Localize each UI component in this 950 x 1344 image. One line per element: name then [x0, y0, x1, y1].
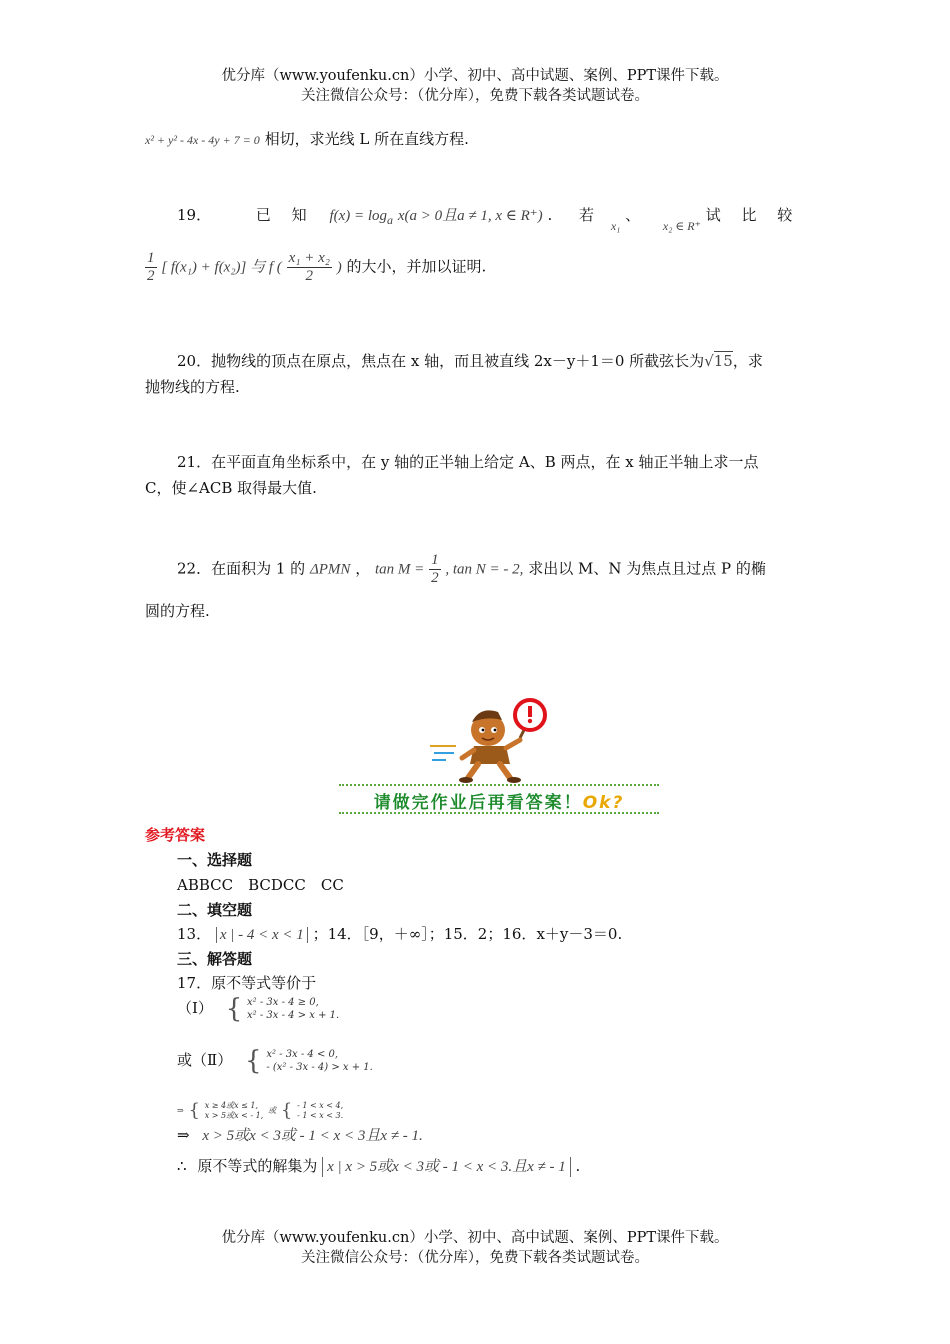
case-2-line-2: - (x² - 3x - 4) > x + 1.	[266, 1062, 373, 1073]
q19-dun: 、	[625, 206, 641, 224]
q22-comma: ，	[355, 559, 371, 578]
question-18-text: 相切，求光线 L 所在直线方程.	[264, 130, 469, 148]
final-solution-set: x | x > 5或x < 3或 - 1 < x < 3.且x ≠ - 1	[322, 1157, 571, 1177]
question-20-line-2: 抛物线的方程.	[145, 378, 240, 396]
footer-line-1: 优分库（www.youfenku.cn）小学、初中、高中试题、案例、PPT课件下载。	[221, 1230, 729, 1246]
case-1-label: （Ⅰ）	[177, 999, 213, 1017]
q22-frac-den: 2	[431, 570, 439, 586]
question-22-line-2: 圆的方程.	[145, 602, 210, 620]
result-line	[177, 1124, 423, 1145]
final-text: 原不等式的解集为	[197, 1157, 318, 1175]
q19-lead: 已 知	[255, 206, 315, 224]
imp-brace-b-icon: {	[280, 1100, 293, 1121]
case-2	[177, 1048, 373, 1074]
fill-13-label: 13．	[177, 925, 212, 943]
question-22-line-1	[177, 552, 766, 587]
q19-expression-2: )	[336, 259, 342, 276]
choice-answers: ABBCC BCDCC CC	[177, 876, 344, 894]
q19-number: 19．	[177, 206, 212, 224]
therefore-icon: ∴	[177, 1157, 187, 1175]
q20-sqrt-value: 15	[713, 352, 733, 370]
question-19-line-2	[145, 250, 486, 285]
q22-frac-num: 1	[431, 552, 439, 568]
q22-lead: 22．在面积为 1 的	[177, 559, 306, 578]
question-20-line-1	[177, 350, 763, 371]
case-1-system	[247, 996, 339, 1022]
implies-icon: ⇒	[177, 1106, 184, 1115]
implies-arrow-icon: ⇒	[177, 1126, 190, 1144]
section-fill-title: 二、填空题	[177, 901, 253, 919]
q19-dot: .	[547, 206, 553, 224]
case-2-label: 或（Ⅱ）	[177, 1051, 233, 1069]
q19-x2: x₂ ∈ R⁺	[662, 219, 701, 233]
sqrt-icon: √	[704, 352, 714, 370]
q19-mean-den: 2	[305, 268, 314, 284]
q20-tail: ，求	[732, 352, 763, 370]
q19-function: f(x) = log	[329, 208, 388, 224]
final-line	[177, 1155, 580, 1176]
header-line-1: 优分库（www.youfenku.cn）小学、初中、高中试题、案例、PPT课件下载。	[221, 68, 729, 84]
q19-tail: 试 比 较	[705, 206, 801, 224]
q22-tan-n: , tan N = - 2,	[445, 561, 524, 578]
question-19-line-1	[177, 204, 817, 233]
question-21-line-1: 21．在平面直角坐标系中，在 y 轴的正半轴上给定 A、B 两点，在 x 轴正半轴上求一点	[177, 453, 759, 471]
imp-b-line-2: - 1 < x < 3.	[297, 1111, 344, 1120]
case-2-line-1: x² - 3x - 4 < 0,	[266, 1049, 339, 1060]
result-expression: x > 5或x < 3或 - 1 < x < 3且x ≠ - 1.	[202, 1128, 423, 1144]
homework-banner	[339, 784, 659, 814]
q19-x1: x₁	[610, 219, 621, 233]
banner-message: 请做完作业后再看答案！	[373, 793, 583, 813]
case-1	[177, 996, 339, 1022]
imp-b-line-1: - 1 < x < 4,	[297, 1101, 344, 1110]
imp-or: 或	[268, 1106, 277, 1115]
footer-line-2: 关注微信公众号：（优分库），免费下载各类试题试卷。	[301, 1250, 649, 1266]
imp-system-a	[205, 1101, 264, 1121]
case-1-brace-icon: {	[225, 994, 243, 1024]
q19-expression-1: [ f(x₁) + f(x₂)] 与 f (	[161, 259, 282, 276]
q19-half-num: 1	[147, 250, 155, 266]
implication-line	[177, 1098, 343, 1124]
banner-text	[339, 788, 659, 813]
q17-lead: 17．原不等式等价于	[177, 974, 317, 992]
circle-equation: x² + y² - 4x - 4y + 7 = 0	[145, 133, 260, 147]
q19-mean-num: x₁ + x₂	[288, 250, 330, 266]
section-choice-title: 一、选择题	[177, 851, 253, 869]
q22-tan-m: tan M =	[375, 561, 425, 578]
q22-triangle: ΔPMN	[309, 561, 351, 578]
q19-ruo: 若	[579, 206, 595, 224]
q20-text: 20．抛物线的顶点在原点，焦点在 x 轴，而且被直线 2x－y＋1＝0 所截弦长为	[177, 352, 705, 370]
case-2-brace-icon: {	[244, 1046, 262, 1076]
section-solve-title: 三、解答题	[177, 950, 253, 968]
fill-answers	[177, 923, 622, 944]
q19-log-base: a	[387, 213, 394, 227]
q19-half-den: 2	[147, 268, 155, 284]
q19-condition: x(a > 0且a ≠ 1, x ∈ R⁺)	[397, 208, 543, 224]
question-18-tail	[145, 128, 469, 149]
q19-half-fraction	[145, 250, 157, 285]
fill-13-set: x | - 4 < x < 1	[216, 927, 308, 943]
case-1-line-1: x² - 3x - 4 ≥ 0,	[247, 997, 319, 1008]
q22-tail: 求出以 M、N 为焦点且过点 P 的椭	[528, 559, 766, 578]
imp-a-line-2: x > 5或x < - 1,	[204, 1111, 264, 1120]
imp-system-b	[297, 1101, 343, 1121]
cartoon-boy-sign-icon	[428, 698, 558, 784]
final-dot: .	[575, 1157, 581, 1175]
header-line-2: 关注微信公众号：（优分库），免费下载各类试题试卷。	[301, 88, 649, 104]
imp-brace-a-icon: {	[188, 1100, 200, 1121]
case-2-system	[266, 1048, 373, 1074]
answers-title: 参考答案	[145, 826, 206, 844]
case-1-line-2: x² - 3x - 4 > x + 1.	[247, 1010, 340, 1021]
fill-rest: ；14．［9，＋∞］；15．2；16．x＋y－3＝0.	[312, 925, 623, 943]
q22-fraction	[429, 552, 441, 587]
imp-a-line-1: x ≥ 4或x ≤ 1,	[204, 1101, 259, 1110]
q19-text-2: 的大小，并加以证明.	[346, 257, 487, 276]
q19-mean-fraction	[287, 250, 332, 285]
banner-ok: Ok?	[582, 793, 625, 813]
question-21-line-2: C，使∠ACB 取得最大值.	[145, 479, 317, 497]
